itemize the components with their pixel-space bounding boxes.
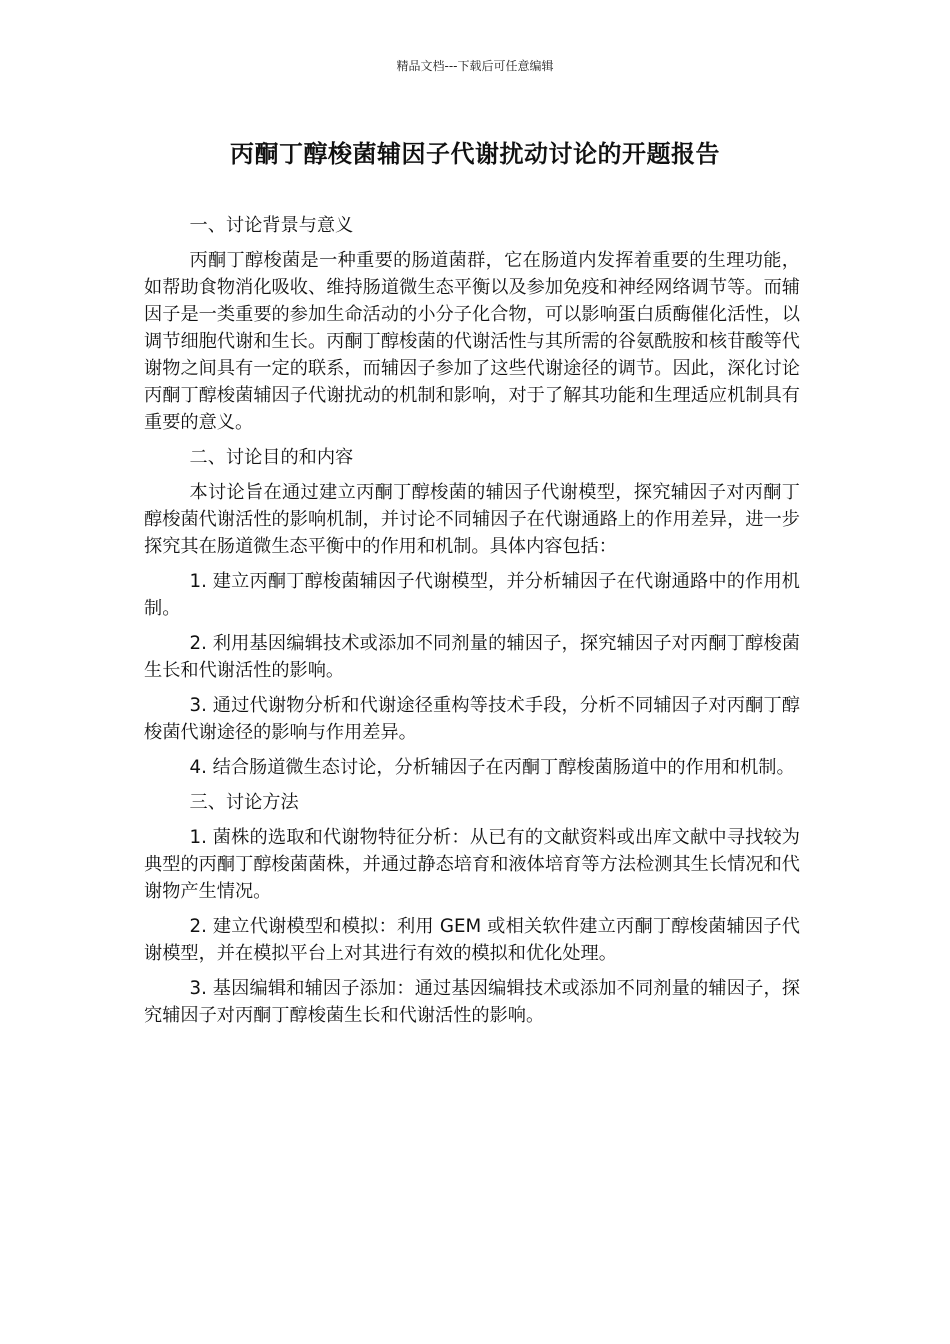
section-background [144, 212, 800, 436]
list-item: 3. 通过代谢物分析和代谢途径重构等技术手段，分析不同辅因子对丙酮丁醇梭菌代谢途径的影响与作用差异。 [144, 695, 800, 743]
list-item: 2. 利用基因编辑技术或添加不同剂量的辅因子，探究辅因子对丙酮丁醇梭菌生长和代谢活性的影响。 [144, 633, 800, 681]
list-item: 1. 菌株的选取和代谢物特征分析：从已有的文献资料或出库文献中寻找较为典型的丙酮丁醇梭菌菌株，并通过静态培育和液体培育等方法检测其生长情况和代谢物产生情况。 [144, 827, 800, 902]
section-heading: 三、讨论方法 [189, 792, 299, 813]
list-item: 1. 建立丙酮丁醇梭菌辅因子代谢模型，并分析辅因子在代谢通路中的作用机制。 [144, 571, 800, 619]
section-heading: 二、讨论目的和内容 [189, 447, 354, 468]
list-item: 4. 结合肠道微生态讨论，分析辅因子在丙酮丁醇梭菌肠道中的作用和机制。 [189, 757, 795, 778]
page-header: 精品文档---下载后可任意编辑 [396, 59, 554, 73]
document-title: 丙酮丁醇梭菌辅因子代谢扰动讨论的开题报告 [230, 140, 720, 168]
paragraph: 丙酮丁醇梭菌是一种重要的肠道菌群，它在肠道内发挥着重要的生理功能，如帮助食物消化吸收、维持肠道微生态平衡以及参加免疫和神经网络调节等。而辅因子是一类重要的参加生命活动的小分子化合物，可以影响蛋白质酶催化活性，以调节细胞代谢和生长。丙酮丁醇梭菌的代谢活性与其所需的谷氨酰胺和核苷酸等代谢物之间具有一定的联系，而辅因子参加了这些代谢途径的调节。因此，深化讨论丙酮丁醇梭菌辅因子代谢扰动的机制和影响，对于了解其功能和生理适应机制具有重要的意义。 [144, 250, 800, 433]
section-objectives [144, 444, 800, 781]
document-body [144, 212, 800, 1037]
list-item: 3. 基因编辑和辅因子添加：通过基因编辑技术或添加不同剂量的辅因子，探究辅因子对丙酮丁醇梭菌生长和代谢活性的影响。 [144, 978, 800, 1026]
list-item: 2. 建立代谢模型和模拟：利用 GEM 或相关软件建立丙酮丁醇梭菌辅因子代谢模型，并在模拟平台上对其进行有效的模拟和优化处理。 [144, 916, 800, 964]
section-heading: 一、讨论背景与意义 [189, 215, 354, 236]
section-methods [144, 789, 800, 1029]
paragraph: 本讨论旨在通过建立丙酮丁醇梭菌的辅因子代谢模型，探究辅因子对丙酮丁醇梭菌代谢活性的影响机制，并讨论不同辅因子在代谢通路上的作用差异，进一步探究其在肠道微生态平衡中的作用和机制。具体内容包括： [144, 482, 800, 557]
